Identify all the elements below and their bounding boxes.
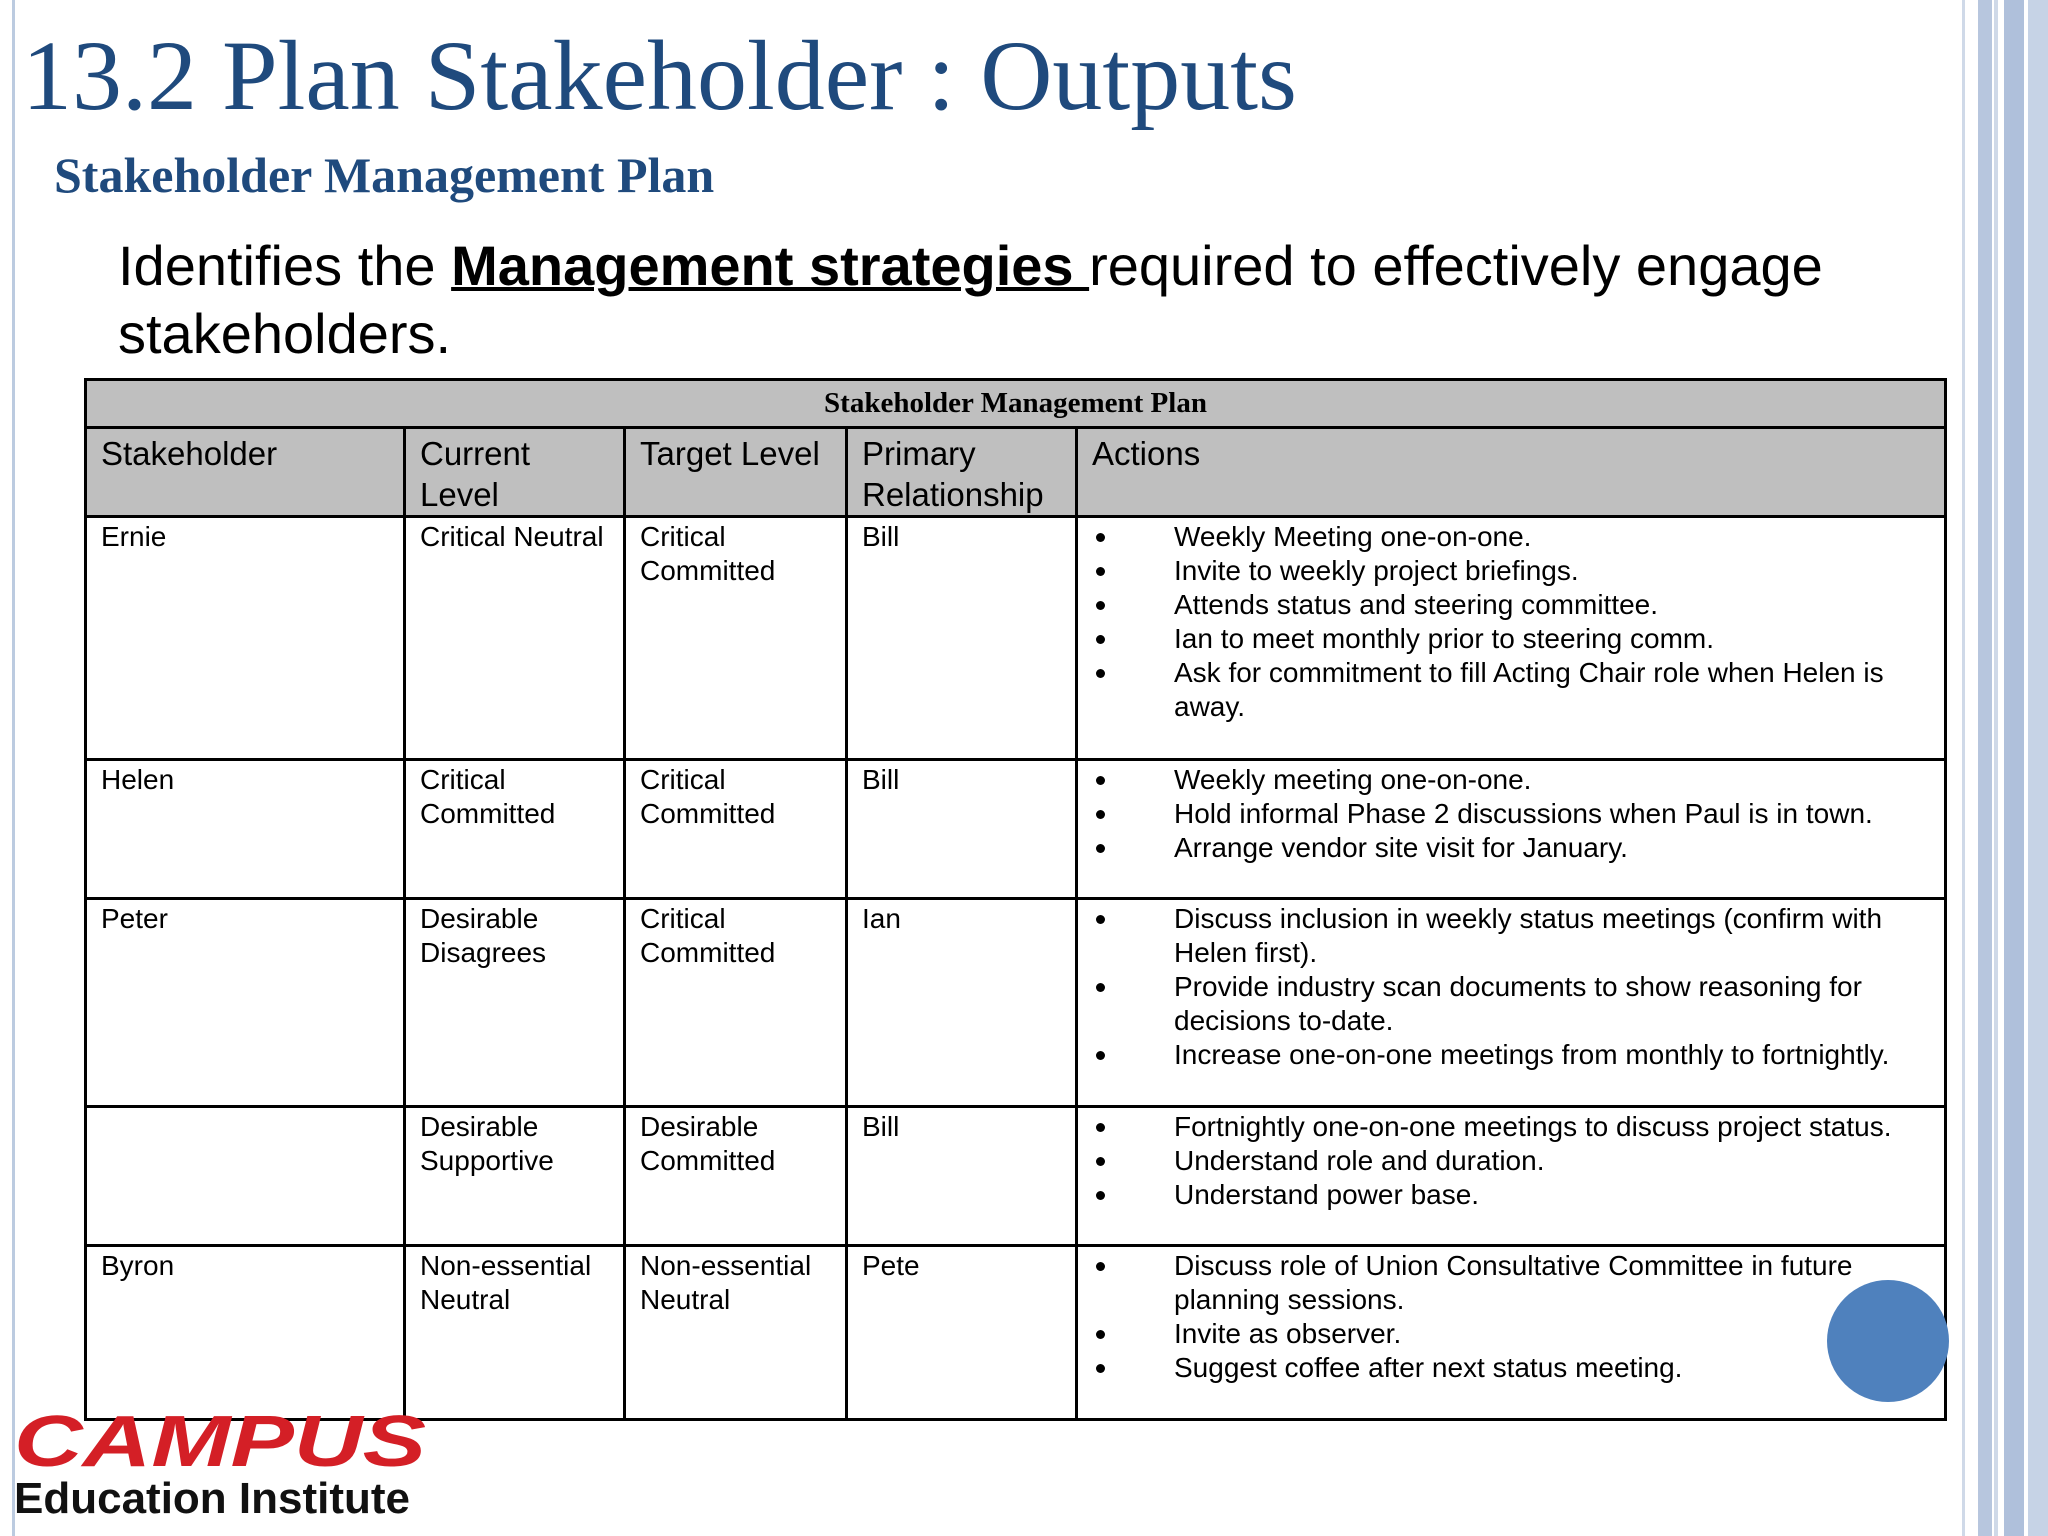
left-border-line — [12, 0, 15, 1536]
header-target-level: Target Level — [625, 428, 847, 517]
cell-current-level: Non-essential Neutral — [405, 1246, 625, 1420]
logo-tagline: Education Institute — [14, 1474, 410, 1523]
cell-stakeholder: Peter — [86, 899, 405, 1107]
cell-stakeholder: Byron — [86, 1246, 405, 1420]
action-item: Weekly meeting one-on-one. — [1092, 763, 1932, 797]
action-item: Ask for commitment to fill Acting Chair role when Helen is away. — [1092, 656, 1932, 724]
intro-text — [118, 232, 1918, 368]
header-primary-relationship: Primary Relationship — [847, 428, 1077, 517]
intro-emphasis: Management strategies — [451, 234, 1090, 297]
decorative-circle — [1827, 1280, 1949, 1402]
cell-stakeholder — [86, 1107, 405, 1246]
cell-target-level: Critical Committed — [625, 517, 847, 760]
action-item: Fortnightly one-on-one meetings to discuss project status. — [1092, 1110, 1932, 1144]
action-list — [1092, 1110, 1932, 1212]
header-stakeholder: Stakeholder — [86, 428, 405, 517]
action-item: Ian to meet monthly prior to steering comm. — [1092, 622, 1932, 656]
right-decor-strip — [1994, 0, 1998, 1536]
campus-logo — [10, 1412, 430, 1472]
logo-wordmark: CAMPUS — [14, 1412, 426, 1472]
cell-target-level: Non-essential Neutral — [625, 1246, 847, 1420]
header-actions: Actions — [1077, 428, 1946, 517]
table-row — [86, 899, 1946, 1107]
action-item: Suggest coffee after next status meeting. — [1092, 1351, 1932, 1385]
intro-suffix: required to effectively engage stakeholders. — [118, 234, 1823, 365]
cell-target-level: Desirable Committed — [625, 1107, 847, 1246]
cell-current-level: Critical Neutral — [405, 517, 625, 760]
cell-current-level: Desirable Supportive — [405, 1107, 625, 1246]
cell-target-level: Critical Committed — [625, 760, 847, 899]
table-row — [86, 760, 1946, 899]
right-decor-strip — [2004, 0, 2024, 1536]
right-decor-strip — [2028, 0, 2048, 1536]
cell-current-level: Desirable Disagrees — [405, 899, 625, 1107]
cell-current-level: Critical Committed — [405, 760, 625, 899]
action-item: Discuss role of Union Consultative Committee in future planning sessions. — [1092, 1249, 1932, 1317]
action-list — [1092, 902, 1932, 1072]
cell-actions — [1077, 899, 1946, 1107]
action-item: Weekly Meeting one-on-one. — [1092, 520, 1932, 554]
action-item: Understand power base. — [1092, 1178, 1932, 1212]
cell-primary-relationship: Pete — [847, 1246, 1077, 1420]
header-current-level: Current Level — [405, 428, 625, 517]
cell-target-level: Critical Committed — [625, 899, 847, 1107]
cell-primary-relationship: Bill — [847, 517, 1077, 760]
action-item: Understand role and duration. — [1092, 1144, 1932, 1178]
cell-primary-relationship: Bill — [847, 760, 1077, 899]
cell-actions — [1077, 1246, 1946, 1420]
cell-primary-relationship: Ian — [847, 899, 1077, 1107]
table-row — [86, 1107, 1946, 1246]
action-item: Arrange vendor site visit for January. — [1092, 831, 1932, 865]
action-list — [1092, 520, 1932, 724]
slide-title: 13.2 Plan Stakeholder : Outputs — [22, 20, 1297, 131]
cell-stakeholder: Helen — [86, 760, 405, 899]
cell-stakeholder: Ernie — [86, 517, 405, 760]
table-header-row — [86, 428, 1946, 517]
action-item: Invite as observer. — [1092, 1317, 1932, 1351]
action-list — [1092, 763, 1932, 865]
right-decor-strip — [1962, 0, 1965, 1536]
stakeholder-plan-table — [84, 378, 1947, 1421]
cell-actions — [1077, 1107, 1946, 1246]
table-row — [86, 517, 1946, 760]
cell-primary-relationship: Bill — [847, 1107, 1077, 1246]
cell-actions — [1077, 760, 1946, 899]
table-row — [86, 1246, 1946, 1420]
action-item: Invite to weekly project briefings. — [1092, 554, 1932, 588]
action-item: Provide industry scan documents to show reasoning for decisions to-date. — [1092, 970, 1932, 1038]
intro-prefix: Identifies the — [118, 234, 452, 297]
action-item: Discuss inclusion in weekly status meetings (confirm with Helen first). — [1092, 902, 1932, 970]
cell-actions — [1077, 517, 1946, 760]
action-item: Hold informal Phase 2 discussions when Paul is in town. — [1092, 797, 1932, 831]
slide-subtitle: Stakeholder Management Plan — [54, 147, 715, 203]
action-item: Attends status and steering committee. — [1092, 588, 1932, 622]
right-decor-strip — [1978, 0, 1992, 1536]
action-item: Increase one-on-one meetings from monthly to fortnightly. — [1092, 1038, 1932, 1072]
table-caption: Stakeholder Management Plan — [86, 380, 1946, 428]
action-list — [1092, 1249, 1932, 1385]
